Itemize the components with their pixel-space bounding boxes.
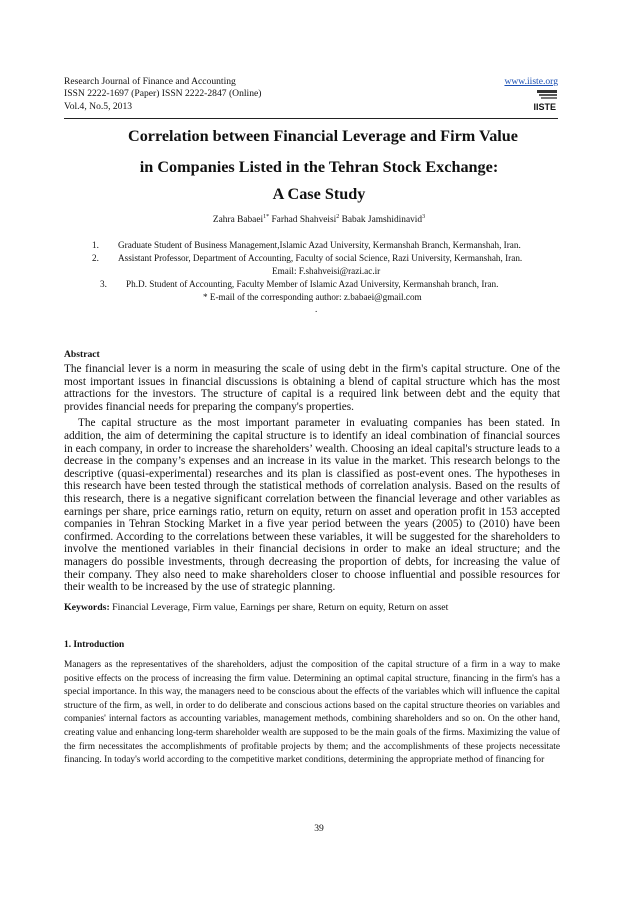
journal-url-link[interactable]: www.iiste.org — [504, 76, 558, 87]
affiliation-3 — [100, 277, 498, 291]
keywords — [64, 602, 560, 613]
affiliation-3-text: Ph.D. Student of Accounting, Faculty Member of Islamic Azad University, Kermanshah branch, Iran. — [126, 279, 499, 289]
keywords-label: Keywords: — [64, 602, 110, 613]
iiste-logo — [527, 90, 557, 112]
affiliation-2 — [92, 251, 522, 265]
author-3: Babak Jamshidinavid — [341, 215, 423, 226]
journal-volume: Vol.4, No.5, 2013 — [64, 100, 133, 112]
author-2-mark: 2 — [336, 214, 340, 220]
abstract-body — [64, 363, 560, 594]
affiliation-1-number: 1. — [92, 240, 99, 250]
introduction-heading: 1. Introduction — [64, 640, 125, 650]
author-1-mark: 1* — [263, 214, 270, 220]
affiliation-1-text: Graduate Student of Business Management,Islamic Azad University, Kermanshah Branch, Kermanshah, Iran. — [118, 240, 521, 250]
affiliation-2-number: 2. — [92, 253, 99, 263]
author-1: Zahra Babaei — [212, 215, 264, 226]
journal-name: Research Journal of Finance and Accounting — [64, 76, 236, 87]
journal-header — [64, 76, 558, 113]
keywords-text: Financial Leverage, Firm value, Earnings per share, Return on equity, Return on asset — [112, 602, 449, 613]
paper-title-line2: in Companies Listed in the Tehran Stock Exchange: — [139, 158, 499, 176]
author-3-mark: 3 — [422, 214, 426, 220]
affiliation-1 — [92, 238, 521, 252]
abstract-heading: Abstract — [64, 349, 100, 360]
affiliation-3-number: 3. — [100, 279, 107, 289]
introduction-paragraph: Managers as the representatives of the shareholders, adjust the composition of the capital structure of a firm in a way to make positive effects on the process of increasing the firm value. Determining an optimal capital structure, financing in the firm's has a special importance. In this way, the managers need to be conscious about the effects of the variables which will influence the capital structure of the firm, as well, in order to do deliberate and conscious actions based on the capital structure theories on variables and companies' internal factors as accounting variables, management methods, combining shareholders and so on. On the other hand, creating value and enhancing long-term shareholder wealth are supposed to be the main goals of the firms. Maximizing the value of the firm necessitates the accomplishments of profitable projects by them; and the accomplishments of these projects necessitate financing. In today's world according to the competitive market conditions, determining the appropriate method of financing for — [64, 660, 560, 766]
paper-title-line3: A Case Study — [272, 185, 366, 203]
paper-title-line1: Correlation between Financial Leverage and Firm Value — [128, 127, 518, 145]
page-number: 39 — [314, 823, 324, 834]
stray-dot: . — [315, 304, 318, 314]
iiste-logo-text: IISTE — [533, 102, 556, 112]
author-list — [64, 214, 574, 225]
abstract-paragraph-1: The financial lever is a norm in measuring the scale of using debt in the firm's capital structure. One of the most important issues in financial discussions is obtaining a blend of capital structure which has the most attractions for the investors. The structure of capital is a required link between debt and the equity that provides financial needs for preparing the company's properties. — [64, 363, 560, 413]
corresponding-author-email: * E-mail of the corresponding author: z.babaei@gmail.com — [203, 292, 422, 302]
header-rule — [64, 118, 558, 119]
author-2: Farhad Shahveisi — [271, 215, 337, 226]
affiliation-2-text: Assistant Professor, Department of Accounting, Faculty of social Science, Razi University, Kermanshah, Iran. — [118, 253, 523, 263]
journal-issn: ISSN 2222-1697 (Paper) ISSN 2222-2847 (Online) — [64, 88, 262, 100]
affiliation-2-email: Email: F.shahveisi@razi.ac.ir — [272, 266, 381, 276]
abstract-paragraph-2: The capital structure as the most important parameter in evaluating companies has been stated. In addition, the aim of determining the capital structure is to identify an ideal combination of financial sources in each company, in order to increase the shareholders’ wealth. Choosing an ideal capital's structure leads to a decrease in the company’s expenses and an increase in its value in the market. This research belongs to the descriptive (quasi-experimental) researches and its plan is classified as post-event ones. The hypotheses in this research have been tested through the statistical methods of correlation analysis. Based on the results of this research, there is a negative significant correlation between the financial leverage and other variables as earnings per share, price earnings ratio, return on equity, return on asset and operation profit in 153 accepted companies in Tehran Stocking Market in a five year period between the years (2005) to (2010) have been confirmed. According to the correlations between these variables, it will be suggested for the shareholders to involve the mentioned variables in their financial decisions in order to make an ideal structure; and the managers do possible investments, through decreasing the proportion of debts, for increasing the value of their company. They also need to make shareholders closer to choose influential and possible resources for their wealth to be increased by the use of strategic planning. — [64, 417, 560, 594]
introduction-body — [64, 659, 560, 768]
